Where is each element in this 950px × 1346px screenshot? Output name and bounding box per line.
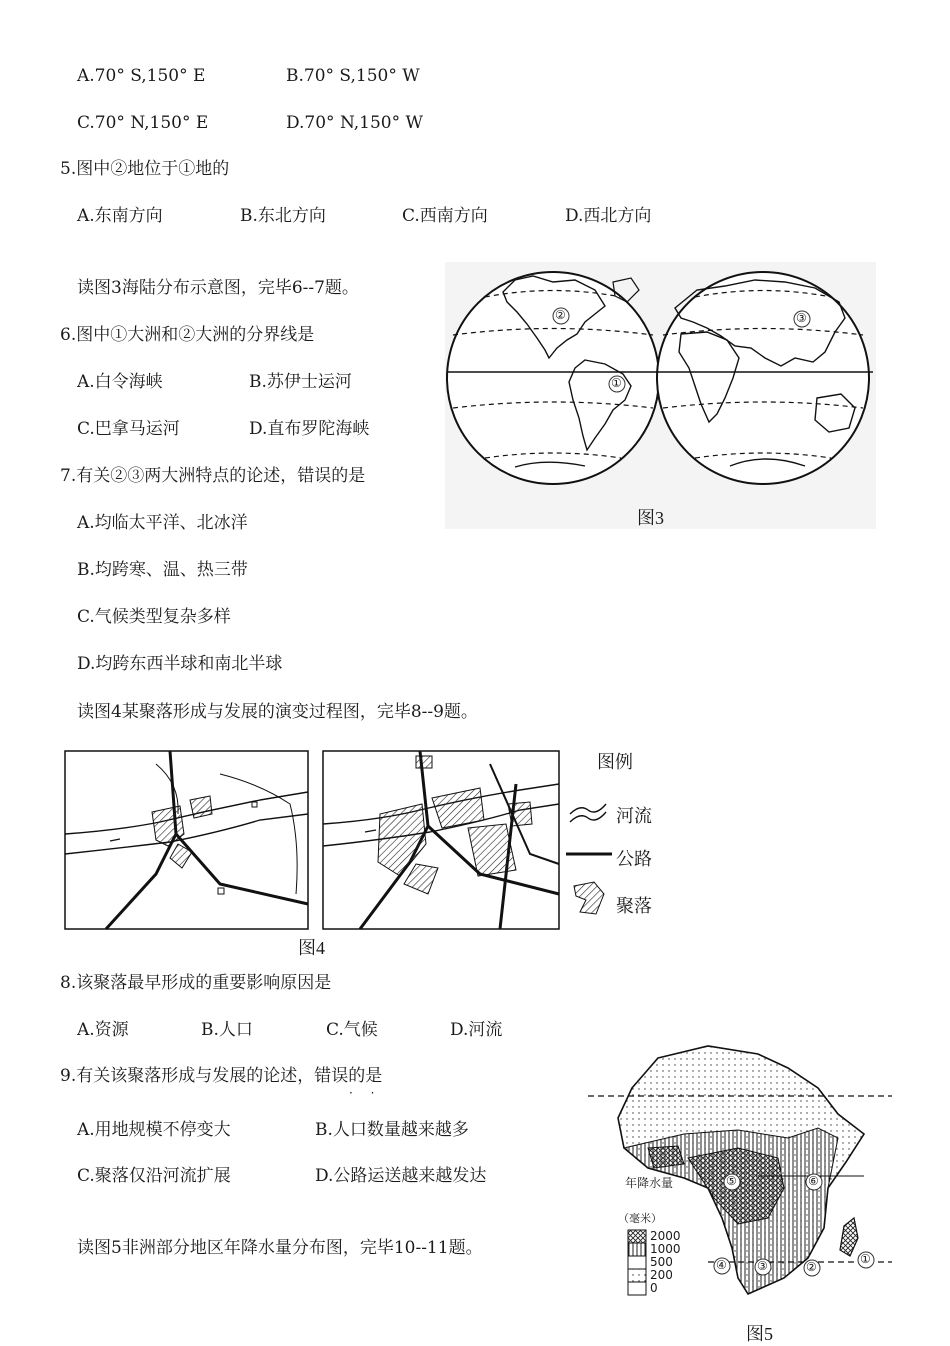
fig5-legend-2000: 2000 [650, 1229, 681, 1243]
q6-stem: 6.图中①大洲和②大洲的分界线是 [60, 325, 315, 345]
figure-5-africa-rainfall [588, 1038, 892, 1344]
q9-option-d: D.公路运送越来越发达 [315, 1166, 487, 1186]
q8-option-b: B.人口 [201, 1020, 253, 1040]
fig4-legend-river: 河流 [616, 806, 652, 827]
figure-5-caption: 图5 [746, 1324, 773, 1344]
fig3-marker-3: ③ [796, 311, 807, 325]
fig5-legend-0: 0 [650, 1281, 658, 1295]
emphasis-dots: · · [349, 1086, 382, 1100]
q5-option-c: C.西南方向 [402, 206, 488, 226]
figure-4-caption: 图4 [298, 938, 325, 958]
fig5-legend-500: 500 [650, 1255, 673, 1269]
figure-3-world-hemispheres [445, 262, 876, 529]
fig4-legend-title: 图例 [597, 752, 633, 773]
q8-option-c: C.气候 [326, 1020, 378, 1040]
intro-figure-5: 读图5非洲部分地区年降水量分布图，完毕10--11题。 [77, 1238, 483, 1258]
q8-stem: 8.该聚落最早形成的重要影响原因是 [60, 973, 332, 993]
figure-4-svg [60, 744, 662, 960]
fig4-legend-road: 公路 [616, 849, 652, 870]
q9-option-c: C.聚落仅沿河流扩展 [77, 1166, 231, 1186]
q7-option-a: A.均临太平洋、北冰洋 [77, 513, 248, 533]
q8-option-a: A.资源 [77, 1020, 129, 1040]
q4-option-b: B.70° S,150° W [286, 66, 420, 86]
fig5-legend-title: 年降水量 [625, 1176, 674, 1190]
q4-option-d: D.70° N,150° W [286, 113, 423, 133]
q6-option-d: D.直布罗陀海峡 [249, 419, 370, 439]
fig5-marker-4: ④ [716, 1258, 727, 1272]
q8-option-d: D.河流 [450, 1020, 503, 1040]
q7-option-b: B.均跨寒、温、热三带 [77, 560, 248, 580]
q9-stem: 9.有关该聚落形成与发展的论述，错误的是 [60, 1066, 383, 1086]
fig5-legend-1000: 1000 [650, 1242, 681, 1256]
q7-stem: 7.有关②③两大洲特点的论述，错误的是 [60, 466, 366, 486]
q5-option-d: D.西北方向 [565, 206, 652, 226]
q4-option-a: A.70° S,150° E [77, 66, 206, 86]
fig4-legend-settlement: 聚落 [616, 896, 652, 917]
fig5-marker-2: ② [806, 1260, 817, 1274]
q9-option-a: A.用地规模不停变大 [77, 1120, 231, 1140]
intro-figure-3: 读图3海陆分布示意图，完毕6--7题。 [77, 278, 359, 298]
fig5-legend-200: 200 [650, 1268, 673, 1282]
q9-option-b: B.人口数量越来越多 [315, 1120, 469, 1140]
figure-3-svg [445, 262, 876, 529]
q6-option-b: B.苏伊士运河 [249, 372, 352, 392]
fig5-legend-unit: （毫米） [618, 1212, 662, 1225]
figure-5-svg [588, 1038, 892, 1344]
q6-option-c: C.巴拿马运河 [77, 419, 180, 439]
intro-figure-4: 读图4某聚落形成与发展的演变过程图，完毕8--9题。 [77, 702, 478, 722]
q4-option-c: C.70° N,150° E [77, 113, 209, 133]
fig5-marker-5: ⑤ [726, 1174, 737, 1188]
fig3-marker-2: ② [555, 308, 566, 322]
fig3-marker-1: ① [611, 376, 622, 390]
q7-option-c: C.气候类型复杂多样 [77, 607, 231, 627]
figure-3-caption: 图3 [637, 508, 664, 528]
figure-4-settlement-evolution [60, 744, 662, 960]
fig5-marker-1: ① [860, 1252, 871, 1266]
fig5-marker-6: ⑥ [808, 1174, 819, 1188]
q5-option-b: B.东北方向 [240, 206, 326, 226]
q5-stem: 5.图中②地位于①地的 [60, 159, 230, 179]
q5-option-a: A.东南方向 [77, 206, 163, 226]
fig5-marker-3: ③ [757, 1259, 768, 1273]
q7-option-d: D.均跨东西半球和南北半球 [77, 654, 283, 674]
q6-option-a: A.白令海峡 [77, 372, 163, 392]
